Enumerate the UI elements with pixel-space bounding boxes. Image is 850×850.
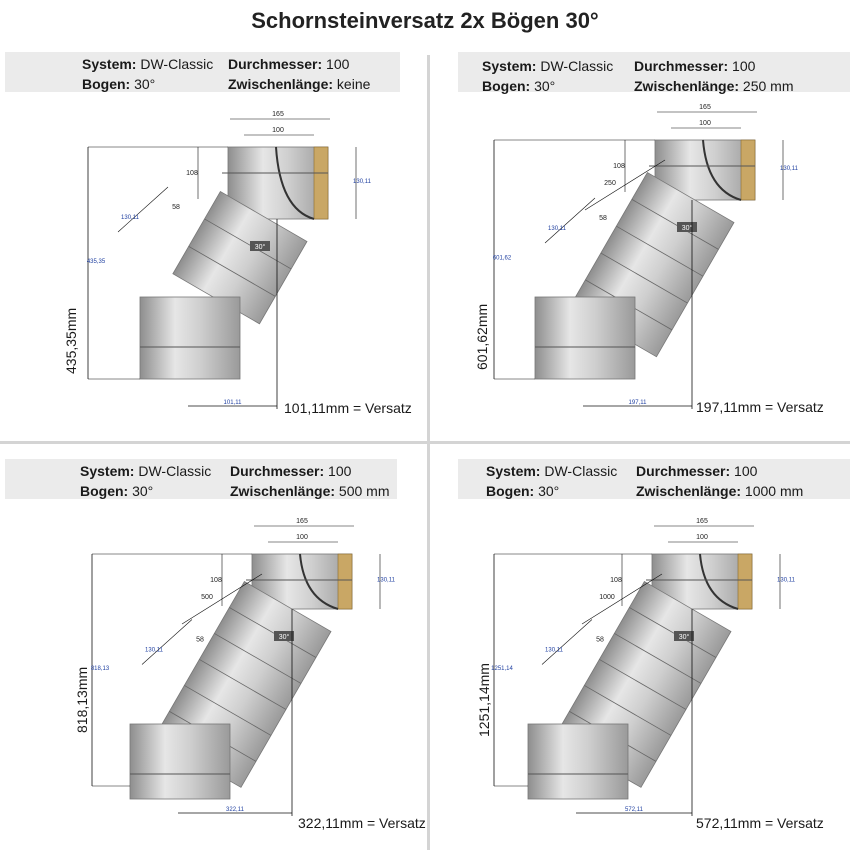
system-label: System: <box>80 463 135 479</box>
panel-250mm <box>430 52 850 442</box>
vertical-dimension-value: 108 <box>210 577 222 584</box>
system-value: DW-Classic <box>544 463 618 479</box>
zwischenlaenge-value: 250 mm <box>742 78 794 94</box>
diagonal-dimension-value: 130,11 <box>145 647 163 654</box>
angle-value: 30° <box>681 225 693 232</box>
diagonal-dimension-value: 58 <box>196 636 204 644</box>
durchmesser-label: Durchmesser: <box>230 463 325 479</box>
bogen-value: 30° <box>534 78 556 94</box>
chimney-offset-diagram <box>0 459 420 849</box>
panel-no-intermediate <box>0 52 420 442</box>
durchmesser-label: Durchmesser: <box>634 58 729 74</box>
durchmesser-label: Durchmesser: <box>228 56 323 72</box>
inner-diameter-value: 100 <box>696 534 708 541</box>
inner-diameter-value: 100 <box>296 534 308 541</box>
outer-diameter-value: 165 <box>272 111 284 118</box>
zwischenlaenge-label: Zwischenlänge: <box>228 76 334 92</box>
right-dimension-value: 130,11 <box>353 179 371 185</box>
diagonal-dimension-line <box>142 620 192 665</box>
system-value: DW-Classic <box>140 56 214 72</box>
right-dimension-value: 130,11 <box>377 577 395 584</box>
bottom-pipe <box>528 724 628 799</box>
length-dimension-value: 1000 <box>599 594 615 601</box>
insulation-section <box>741 140 755 200</box>
durchmesser-value: 100 <box>328 463 352 479</box>
versatz-label: 101,11mm = Versatz <box>284 400 412 416</box>
versatz-label: 322,11mm = Versatz <box>298 815 426 831</box>
durchmesser-label: Durchmesser: <box>636 463 731 479</box>
diagonal-dimension-value: 130,11 <box>548 226 566 232</box>
outer-diameter-value: 165 <box>699 104 711 111</box>
right-dimension-value: 130,11 <box>777 577 795 584</box>
diagonal-dimension-value: 58 <box>596 636 604 644</box>
versatz-label: 197,11mm = Versatz <box>696 399 824 415</box>
total-height-label: 1251,14mm <box>476 663 492 737</box>
bogen-value: 30° <box>538 483 560 499</box>
diagonal-dimension-value: 58 <box>599 215 607 222</box>
total-height-label: 435,35mm <box>63 307 79 374</box>
diagonal-dimension-value: 130,11 <box>545 647 563 654</box>
offset-dimension-value: 101,11 <box>223 400 242 406</box>
inner-diameter-value: 100 <box>699 120 711 127</box>
diagonal-dimension-value: 130,11 <box>121 215 139 221</box>
insulation-section <box>314 147 328 219</box>
length-dimension-value: 500 <box>201 594 213 601</box>
offset-dimension-value: 572,11 <box>625 807 643 813</box>
angle-value: 30° <box>678 634 690 641</box>
insulation-section <box>338 554 352 609</box>
system-label: System: <box>482 58 537 74</box>
total-height-label: 818,13mm <box>74 666 90 733</box>
zwischenlaenge-value: 1000 mm <box>744 483 804 499</box>
diagonal-dimension-value: 58 <box>172 204 180 211</box>
zwischenlaenge-label: Zwischenlänge: <box>636 483 742 499</box>
offset-dimension-value: 322,11 <box>226 807 244 813</box>
durchmesser-value: 100 <box>326 56 350 72</box>
outer-diameter-value: 165 <box>696 518 708 525</box>
vertical-dimension-value: 108 <box>610 577 622 584</box>
insulation-section <box>738 554 752 609</box>
angle-value: 30° <box>254 244 266 251</box>
bottom-pipe <box>140 297 240 379</box>
chimney-offset-diagram <box>0 52 420 442</box>
length-dimension-value: 250 <box>604 180 616 187</box>
diagonal-dimension-line <box>118 187 168 232</box>
durchmesser-value: 100 <box>732 58 756 74</box>
panel-500mm <box>0 459 426 849</box>
page-title: Schornsteinversatz 2x Bögen 30° <box>251 8 599 33</box>
vertical-dimension-value: 108 <box>613 163 625 170</box>
inner-diameter-value: 100 <box>272 127 284 134</box>
zwischenlaenge-label: Zwischenlänge: <box>230 483 336 499</box>
zwischenlaenge-value: keine <box>336 76 371 92</box>
vertical-dimension-value: 108 <box>186 170 198 177</box>
height-dimension-value: 435,35 <box>86 259 106 265</box>
bogen-label: Bogen: <box>82 76 131 92</box>
diagonal-dimension-line <box>542 620 592 665</box>
offset-dimension-value: 197,11 <box>628 400 647 406</box>
bottom-pipe <box>535 297 635 379</box>
bottom-pipe <box>130 724 230 799</box>
angle-value: 30° <box>278 634 290 641</box>
system-value: DW-Classic <box>540 58 614 74</box>
bogen-label: Bogen: <box>482 78 531 94</box>
chimney-offset-diagram <box>430 459 850 849</box>
height-dimension-value: 601,62 <box>492 255 512 262</box>
bogen-value: 30° <box>132 483 154 499</box>
outer-diameter-value: 165 <box>296 518 308 525</box>
right-dimension-value: 130,11 <box>780 166 798 172</box>
diagonal-dimension-line <box>545 198 595 243</box>
zwischenlaenge-label: Zwischenlänge: <box>634 78 740 94</box>
chimney-offset-diagram <box>430 52 850 442</box>
bogen-label: Bogen: <box>486 483 535 499</box>
system-value: DW-Classic <box>138 463 212 479</box>
panel-1000mm <box>430 459 850 849</box>
versatz-label: 572,11mm = Versatz <box>696 815 824 831</box>
bogen-value: 30° <box>134 76 156 92</box>
total-height-label: 601,62mm <box>474 303 490 370</box>
system-label: System: <box>82 56 137 72</box>
system-label: System: <box>486 463 541 479</box>
bogen-label: Bogen: <box>80 483 129 499</box>
height-dimension-value: 818,13 <box>90 666 110 672</box>
height-dimension-value: 1251,14 <box>491 666 513 672</box>
durchmesser-value: 100 <box>734 463 758 479</box>
zwischenlaenge-value: 500 mm <box>338 483 390 499</box>
